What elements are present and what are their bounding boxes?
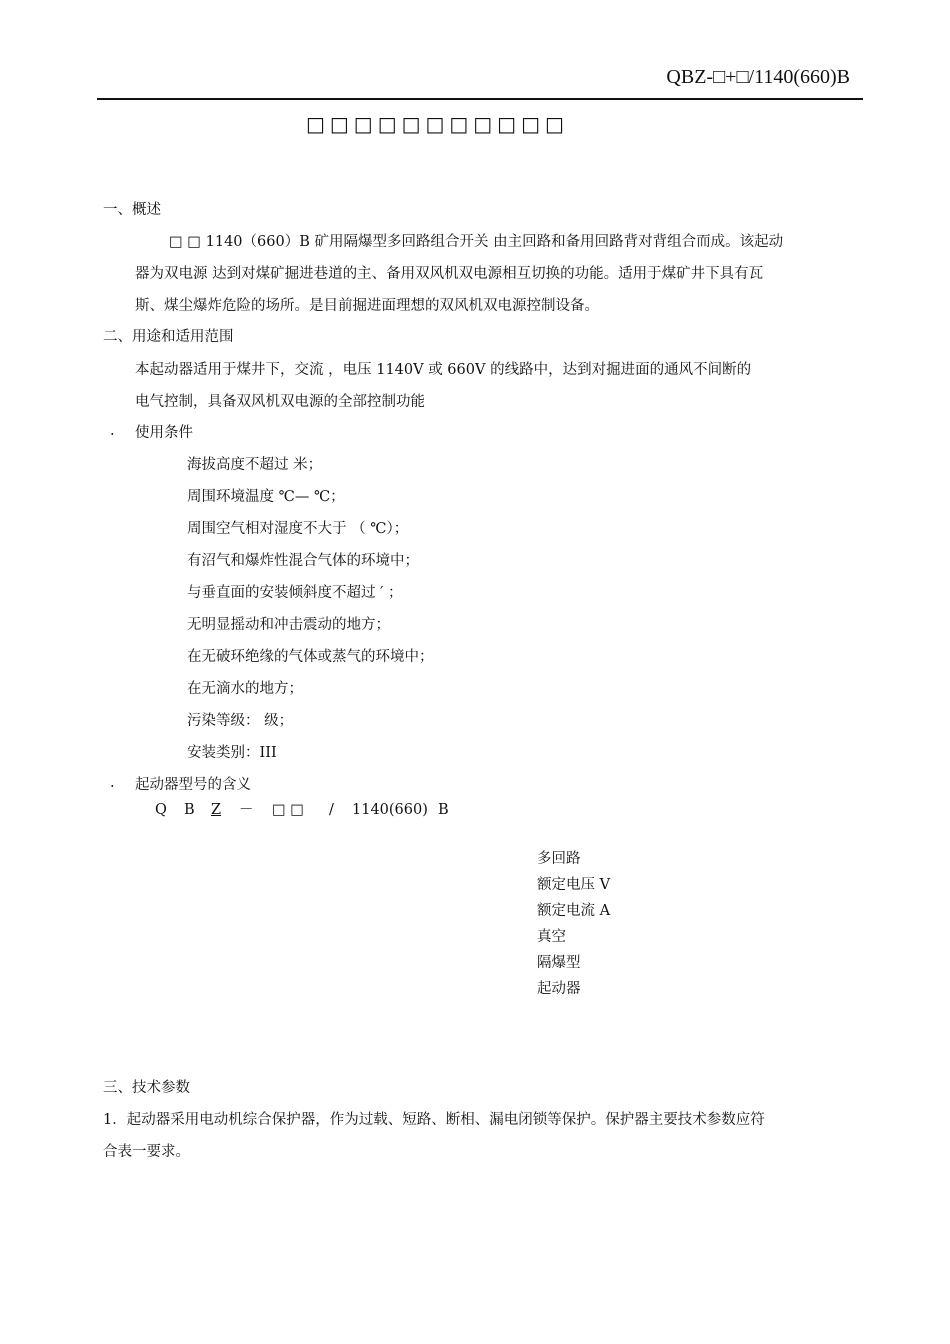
section3-line-1: 1．起动器采用电动机综合保护器，作为过载、短路、断相、漏电闭锁等保护。保护器主要技术参数应符	[103, 1112, 765, 1128]
conditions-heading: 使用条件	[135, 425, 193, 441]
condition-item: 在无破环绝缘的气体或蒸气的环境中；	[187, 649, 434, 665]
model-letter: 1140(660)	[352, 802, 428, 818]
model-code-breakdown	[0, 800, 950, 822]
model-meaning-list	[537, 846, 610, 1002]
model-letter: －	[239, 802, 254, 818]
meaning-item: 多回路	[537, 851, 581, 867]
condition-item: 周围环境温度 ℃— ℃；	[187, 489, 345, 505]
model-bullet: ·	[110, 779, 115, 795]
section3-heading: 三、技术参数	[103, 1080, 190, 1096]
condition-item: 无明显摇动和冲击震动的地方；	[187, 617, 390, 633]
meaning-item: 隔爆型	[537, 955, 581, 971]
model-letter: □ □	[272, 802, 305, 818]
model-meaning-heading: 起动器型号的含义	[135, 777, 251, 793]
section2-heading: 二、用途和适用范围	[103, 329, 234, 345]
document-title: □□□□□□□□□□□	[306, 112, 569, 136]
model-letter: Q	[155, 802, 167, 818]
condition-item: 有沼气和爆炸性混合气体的环境中；	[187, 553, 419, 569]
header-divider	[97, 98, 863, 100]
condition-item: 海拔高度不超过 米；	[187, 457, 323, 473]
section1-line-3: 斯、煤尘爆炸危险的场所。是目前掘进面理想的双风机双电源控制设备。	[135, 298, 599, 314]
model-letter: /	[329, 802, 334, 818]
section1-line-1: □ □ 1140（660）B 矿用隔爆型多回路组合开关 由主回路和备用回路背对背组合而成。该起动	[169, 234, 784, 250]
condition-item: 与垂直面的安装倾斜度不超过 ′ ；	[187, 585, 403, 601]
condition-item: 污染等级： 级；	[187, 713, 294, 729]
section2-line-1: 本起动器适用于煤井下，交流 ，电压 1140V 或 660V 的线路中，达到对掘进面的通风不间断的	[135, 362, 752, 378]
section1-heading: 一、概述	[103, 202, 161, 218]
header-model-code: QBZ-□+□/1140(660)B	[666, 66, 850, 88]
section1-line-2: 器为双电源 达到对煤矿掘进巷道的主、备用双风机双电源相互切换的功能。适用于煤矿井下具有瓦	[135, 266, 764, 282]
model-letter: B	[438, 802, 449, 818]
condition-item: 周围空气相对湿度不大于 （ ℃）；	[187, 521, 409, 537]
section2-line-2: 电气控制，具备双风机双电源的全部控制功能	[135, 394, 425, 410]
condition-item: 安装类别：III	[187, 745, 277, 761]
meaning-item: 额定电流 A	[537, 903, 611, 919]
model-letter: B	[184, 802, 195, 818]
meaning-item: 真空	[537, 929, 566, 945]
meaning-item: 额定电压 V	[537, 877, 611, 893]
model-letter: Z	[211, 802, 222, 818]
conditions-bullet: ·	[110, 427, 115, 443]
section3-line-2: 合表一要求。	[103, 1144, 190, 1160]
meaning-item: 起动器	[537, 981, 581, 997]
condition-item: 在无滴水的地方；	[187, 681, 303, 697]
